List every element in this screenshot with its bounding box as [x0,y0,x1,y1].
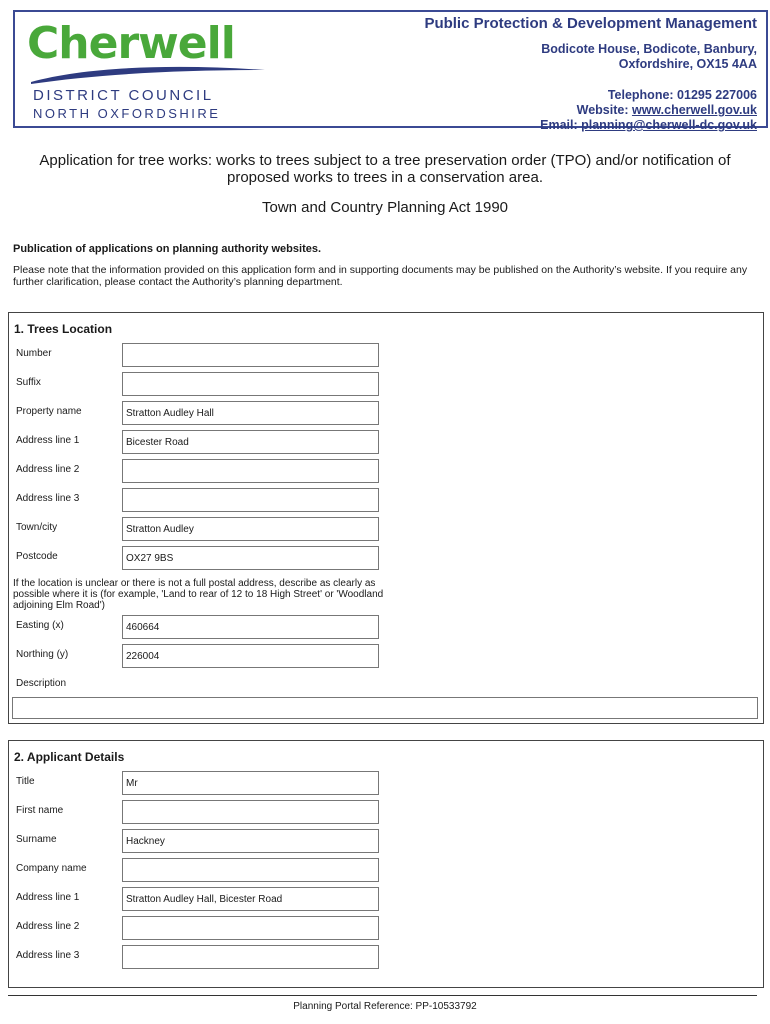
applicant-address-line-2-field[interactable] [122,916,379,940]
logo-district-council: DISTRICT COUNCIL [33,87,214,104]
email-link[interactable]: planning@cherwell-dc.gov.uk [581,118,757,132]
suffix-field[interactable] [122,372,379,396]
number-label: Number [16,348,52,359]
org-title: Public Protection & Development Management [424,15,757,32]
planning-portal-reference: Planning Portal Reference: PP-10533792 [293,1001,477,1012]
easting-label: Easting (x) [16,620,64,631]
form-act: Town and Country Planning Act 1990 [262,199,508,216]
logo-swoosh-icon [29,64,269,86]
council-logo-wordmark: Cherwell [27,18,235,69]
letterhead [13,10,768,132]
property-name-field[interactable]: Stratton Audley Hall [122,401,379,425]
town-city-label: Town/city [16,522,58,533]
easting-field[interactable]: 460664 [122,615,379,639]
email [424,118,757,133]
address-line-1: Bodicote House, Bodicote, Banbury, [541,42,757,56]
first-name-field[interactable] [122,800,379,824]
description-label: Description [16,678,67,689]
email-label: Email: [540,118,582,132]
logo-north-oxfordshire: NORTH OXFORDSHIRE [33,106,221,121]
telephone-number: 01295 227006 [677,88,757,102]
address-line-2-label: Address line 2 [16,464,80,475]
postcode-field[interactable]: OX27 9BS [122,546,379,570]
applicant-address-line-1-label: Address line 1 [16,892,80,903]
telephone [424,88,757,103]
postcode-label: Postcode [16,551,58,562]
address-line-3-label: Address line 3 [16,493,80,504]
form-title: Application for tree works: works to trees subject to a tree preservation order (TPO) and/or notification of proposed works to trees in a conservation area. [39,152,731,186]
address-line-2: Oxfordshire, OX15 4AA [618,57,757,71]
applicant-address-line-2-label: Address line 2 [16,921,80,932]
location-note: If the location is unclear or there is not a full postal address, describe as clearly as possible where it is (for example, 'Land to rear of 12 to 18 High Street' or 'Woodland adjoining Elm Road') [13,578,384,611]
telephone-label: Telephone: [607,88,678,102]
company-name-label: Company name [16,863,87,874]
section-applicant-details [8,740,764,988]
company-name-field[interactable] [122,858,379,882]
suffix-label: Suffix [16,377,41,388]
number-field[interactable] [122,343,379,367]
title-field[interactable]: Mr [122,771,379,795]
contact-details [424,88,757,133]
applicant-address-line-1-field[interactable]: Stratton Audley Hall, Bicester Road [122,887,379,911]
website-label: Website: [576,103,632,117]
surname-field[interactable]: Hackney [122,829,379,853]
description-field[interactable] [12,697,758,719]
section-trees-location [8,312,764,724]
website [424,103,757,118]
northing-label: Northing (y) [16,649,69,660]
section-title: 1. Trees Location [14,322,113,336]
town-city-field[interactable]: Stratton Audley [122,517,379,541]
address-line-3-field[interactable] [122,488,379,512]
address-line-1-field[interactable]: Bicester Road [122,430,379,454]
section-title: 2. Applicant Details [14,750,125,764]
publication-text: Please note that the information provided on this application form and in supporting documents may be published on the Authority’s website. If you require any further clarification, please contact the Authority’s planning department. [13,264,748,288]
contact-block [424,14,757,133]
footer-divider [8,995,757,996]
first-name-label: First name [16,805,64,816]
website-link[interactable]: www.cherwell.gov.uk [631,103,757,117]
surname-label: Surname [16,834,57,845]
title-label: Title [16,776,35,787]
publication-heading: Publication of applications on planning authority websites. [13,243,322,255]
address-line-1-label: Address line 1 [16,435,80,446]
applicant-address-line-3-label: Address line 3 [16,950,80,961]
address [424,42,757,72]
applicant-address-line-3-field[interactable] [122,945,379,969]
northing-field[interactable]: 226004 [122,644,379,668]
property-name-label: Property name [16,406,82,417]
address-line-2-field[interactable] [122,459,379,483]
